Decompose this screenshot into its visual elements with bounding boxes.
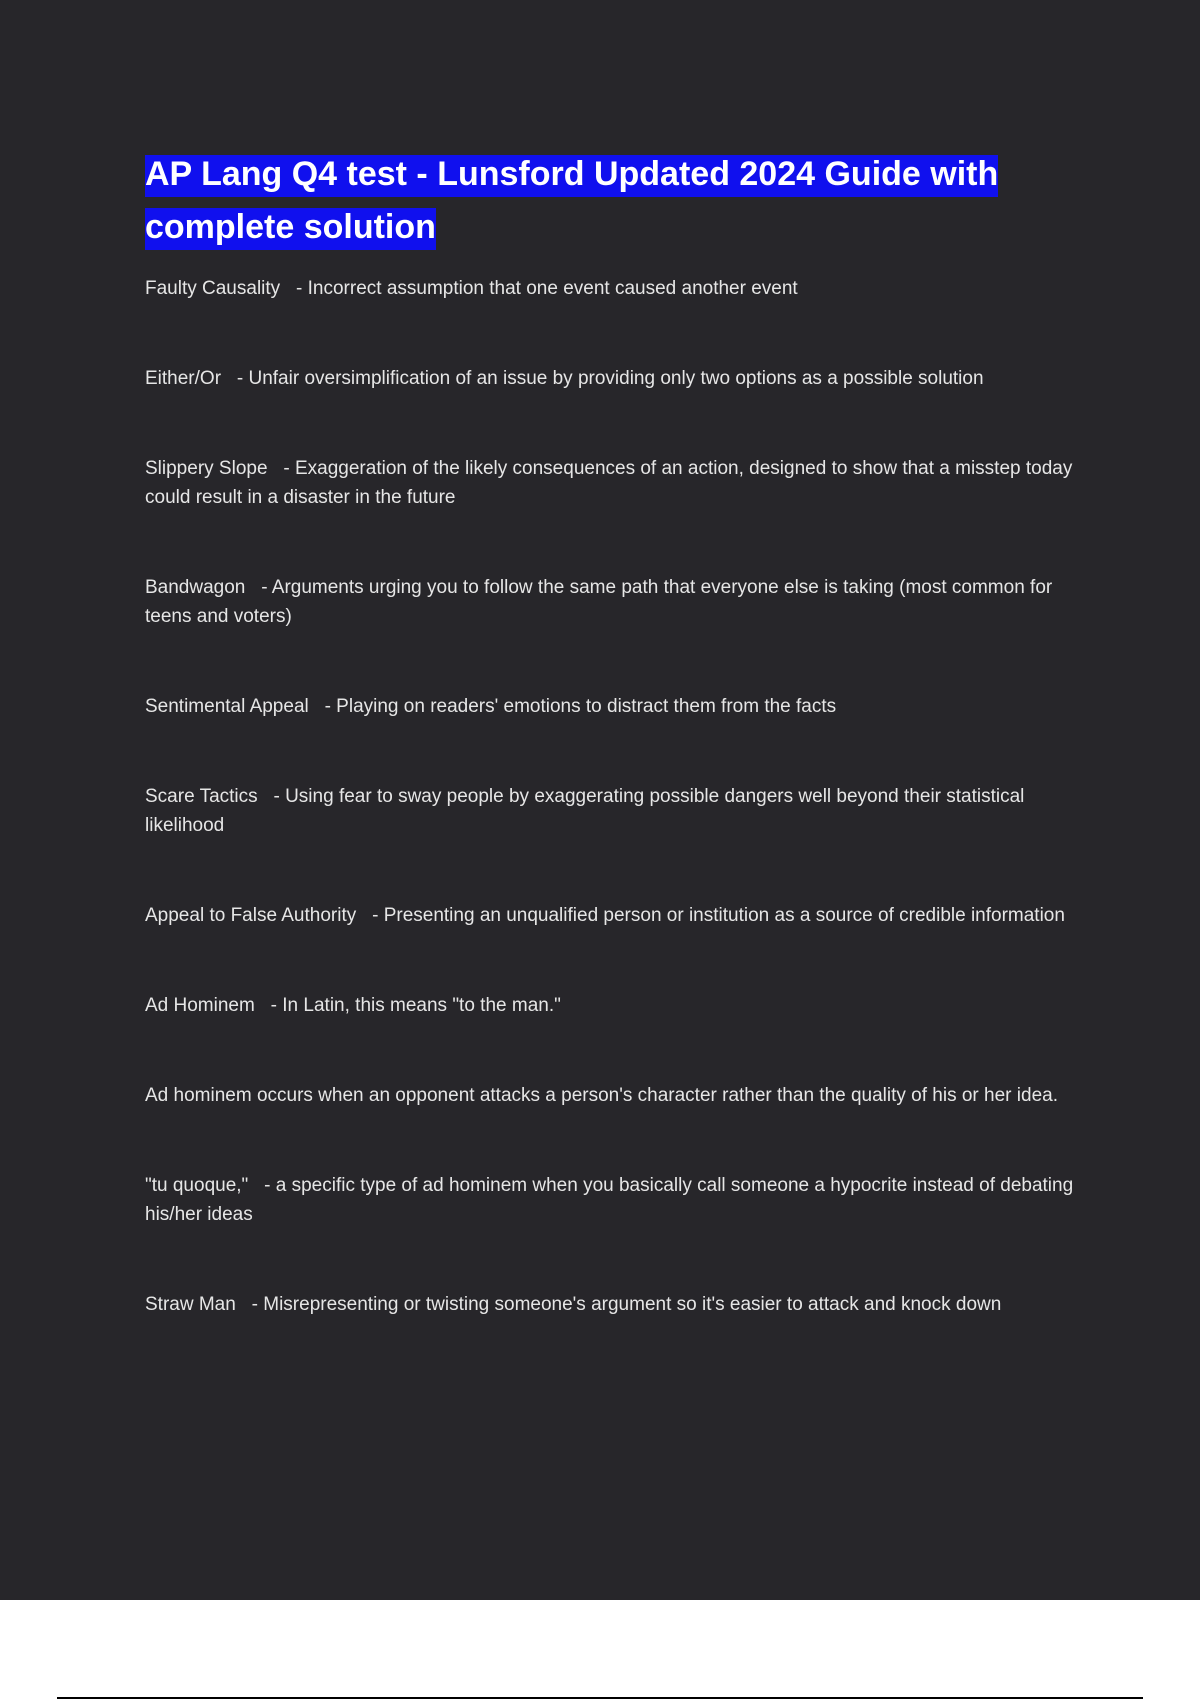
document-title xyxy=(145,148,1090,254)
footer-divider xyxy=(57,1697,1143,1699)
term-entry xyxy=(145,782,1090,840)
term-entry xyxy=(145,573,1090,631)
term-entry xyxy=(145,274,1090,303)
term-entry xyxy=(145,454,1090,512)
term-definition: - Arguments urging you to follow the same path that everyone else is taking (most common for teens and voters) xyxy=(145,577,1053,627)
term-entry xyxy=(145,1290,1090,1319)
term-name: Bandwagon xyxy=(145,577,246,598)
term-definition: - Incorrect assumption that one event caused another event xyxy=(296,278,798,299)
term-name: Slippery Slope xyxy=(145,458,268,479)
term-name: Scare Tactics xyxy=(145,786,258,807)
term-name: Straw Man xyxy=(145,1294,236,1315)
term-definition: - Presenting an unqualified person or institution as a source of credible information xyxy=(372,905,1065,926)
term-entry xyxy=(145,1171,1090,1229)
term-name: Either/Or xyxy=(145,368,222,389)
term-definition: - In Latin, this means "to the man." xyxy=(270,995,561,1016)
term-name: Sentimental Appeal xyxy=(145,696,309,717)
term-entry xyxy=(145,364,1090,393)
document-content xyxy=(145,148,1090,1319)
term-entry xyxy=(145,991,1090,1020)
term-definition: - Using fear to sway people by exaggerating possible dangers well beyond their statistical likelihood xyxy=(145,786,1025,836)
term-definition: - Exaggeration of the likely consequences of an action, designed to show that a misstep today could result in a disaster in the future xyxy=(145,458,1073,508)
term-name: Faulty Causality xyxy=(145,278,281,299)
term-name: "tu quoque," xyxy=(145,1175,249,1196)
term-definition: - Playing on readers' emotions to distract them from the facts xyxy=(324,696,837,717)
document-title-text: AP Lang Q4 test - Lunsford Updated 2024 Guide with complete solution xyxy=(145,155,998,250)
term-name: Appeal to False Authority xyxy=(145,905,357,926)
term-definition: - Unfair oversimplification of an issue by providing only two options as a possible solution xyxy=(236,368,984,389)
term-definition: - Misrepresenting or twisting someone's argument so it's easier to attack and knock down xyxy=(251,1294,1002,1315)
term-name: Ad Hominem xyxy=(145,995,255,1016)
term-entry xyxy=(145,901,1090,930)
term-entry xyxy=(145,692,1090,721)
term-definition: - a specific type of ad hominem when you basically call someone a hypocrite instead of debating his/her ideas xyxy=(145,1175,1074,1225)
paragraph-text: Ad hominem occurs when an opponent attacks a person's character rather than the quality of his or her idea. xyxy=(145,1085,1058,1106)
paragraph xyxy=(145,1081,1090,1110)
